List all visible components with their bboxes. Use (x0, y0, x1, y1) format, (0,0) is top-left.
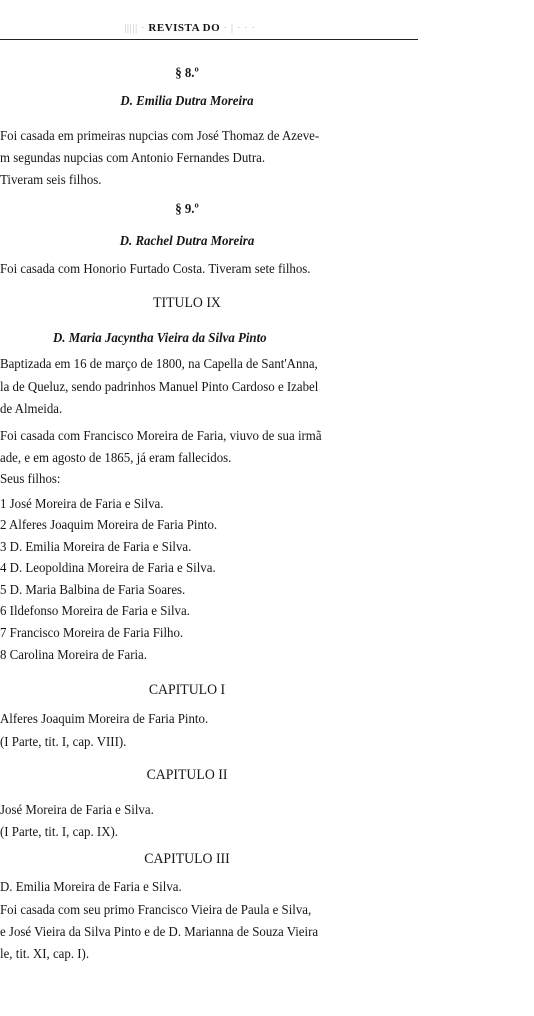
list-item: 2 Alferes Joaquim Moreira de Faria Pinto. (0, 518, 218, 533)
chapter-heading: CAPITULO II (146, 767, 228, 783)
text-line: m segundas nupcias com Antonio Fernandes Dutra. (0, 151, 266, 166)
text-line: (I Parte, tit. I, cap. VIII). (0, 735, 127, 750)
list-item: 3 D. Emilia Moreira de Faria e Silva. (0, 540, 192, 555)
text-line: ade, e em agosto de 1865, já eram fallecidos. (0, 451, 232, 466)
section-name-9: D. Rachel Dutra Moreira (119, 234, 255, 249)
header-faint-left: ||||| · (124, 22, 149, 34)
text-line: Foi casada em primeiras nupcias com José Thomaz de Azeve- (0, 129, 320, 144)
header-faint-right: · | · · · (220, 22, 256, 34)
text-line: la de Queluz, sendo padrinhos Manuel Pinto Cardoso e Izabel (0, 380, 319, 395)
list-item: 5 D. Maria Balbina de Faria Soares. (0, 583, 186, 598)
text-line: Foi casada com Honorio Furtado Costa. Tiveram sete filhos. (0, 262, 311, 277)
text-line: Baptizada em 16 de março de 1800, na Capella de Sant'Anna, (0, 357, 318, 372)
text-line: (I Parte, tit. I, cap. IX). (0, 825, 119, 840)
header-title: REVISTA DO (148, 22, 221, 34)
text-line: le, tit. XI, cap. I). (0, 947, 90, 962)
section-heading-9: § 9.º (175, 202, 199, 217)
list-item: 6 Ildefonso Moreira de Faria e Silva. (0, 604, 190, 619)
text-line: D. Emilia Moreira de Faria e Silva. (0, 880, 182, 895)
text-line: Tiveram seis filhos. (0, 173, 102, 188)
section-heading-8: § 8.º (175, 66, 199, 81)
title-person-name: D. Maria Jacyntha Vieira da Silva Pinto (53, 331, 267, 346)
running-header (100, 22, 280, 34)
header-rule (0, 39, 418, 40)
list-item: 1 José Moreira de Faria e Silva. (0, 497, 164, 512)
text-line: Alferes Joaquim Moreira de Faria Pinto. (0, 712, 209, 727)
title-heading: TITULO IX (153, 295, 221, 311)
list-item: 4 D. Leopoldina Moreira de Faria e Silva. (0, 561, 216, 576)
list-item: 8 Carolina Moreira de Faria. (0, 648, 147, 663)
list-item: 7 Francisco Moreira de Faria Filho. (0, 626, 184, 641)
text-line: de Almeida. (0, 402, 63, 417)
text-line: Foi casada com seu primo Francisco Vieira de Paula e Silva, (0, 903, 312, 918)
text-line: e José Vieira da Silva Pinto e de D. Marianna de Souza Vieira (0, 925, 319, 940)
chapter-heading: CAPITULO III (144, 851, 230, 867)
chapter-heading: CAPITULO I (148, 682, 226, 698)
text-line: Foi casada com Francisco Moreira de Faria, viuvo de sua irmã (0, 429, 322, 444)
section-name-8: D. Emilia Dutra Moreira (120, 94, 254, 109)
text-line: José Moreira de Faria e Silva. (0, 803, 154, 818)
text-line: Seus filhos: (0, 472, 61, 487)
